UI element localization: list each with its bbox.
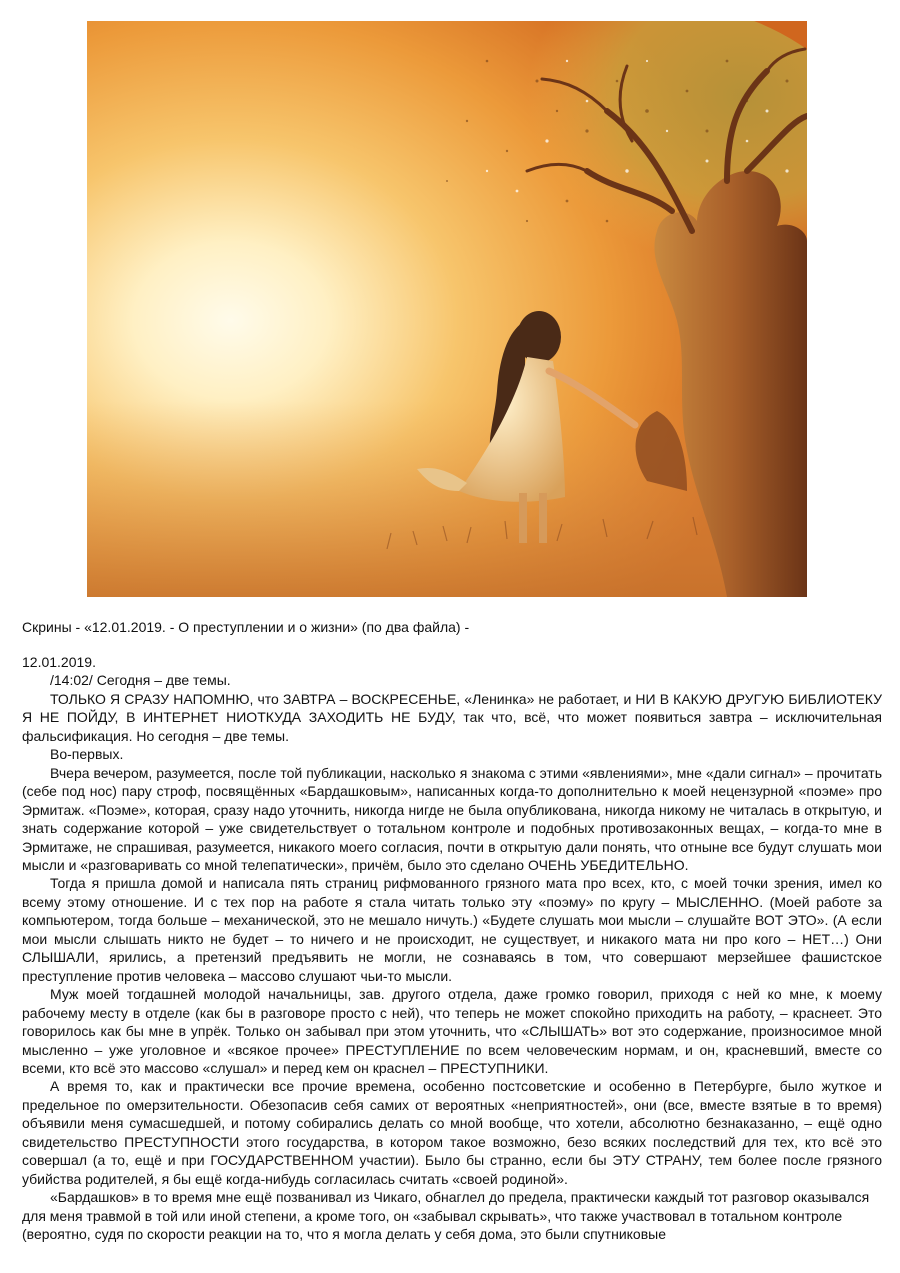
image-caption: Скрины - «12.01.2019. - О преступлении и о жизни» (по два файла) - [22,619,470,635]
article-body [22,653,882,1244]
illustration [87,21,807,597]
paragraph: Во-первых. [50,746,124,763]
paragraph: Вчера вечером, разумеется, после той публикации, насколько я знакома с этими «явлениями», мне «дали сигнал» – прочитать (себе под нос) пару строф, посвящённых «Бардашковым», написанных когда-то дополнительно к моей нецензурной «поэме» про Эрмитаж. «Поэме», которая, сразу надо уточнить, никогда нигде не была опубликована, никогда никому не читалась в открытую, и знать содержание которой – уже свидетельствует о тотальном контроле и подобных противозаконных вещах, – когда-то мне в Эрмитаже, не спрашивая, разумеется, никакого моего согласия, почти в открытую дали понять, что отныне все будут слушать мои мысли и «разговаривать со мной телепатически», причём, было это сделано ОЧЕНЬ УБЕДИТЕЛЬНО. [22,764,882,873]
paragraph: Муж моей тогдашней молодой начальницы, зав. другого отдела, даже громко говорил, приходя с ней ко мне, к моему рабочему месту в отделе (как бы в разговоре просто с ней), что теперь не может спокойно приходить на работу, – краснеет. Это говорилось как бы мне в упрёк. Только он забывал при этом уточнить, что «СЛЫШАТЬ» вот это содержание, произносимое мной мысленно – уже уголовное и «всякое прочее» ПРЕСТУПЛЕНИЕ по всем человеческим нормам, и он, красневший, вместе со всеми, кто всё это массово «слушал» и перед кем он краснел – ПРЕСТУПНИКИ. [22,986,882,1076]
paragraph: ТОЛЬКО Я СРАЗУ НАПОМНЮ, что ЗАВТРА – ВОСКРЕСЕНЬЕ, «Ленинка» не работает, и НИ В КАКУЮ ДРУГУЮ БИБЛИОТЕКУ Я НЕ ПОЙДУ, В ИНТЕРНЕТ НИОТКУДА ЗАХОДИТЬ НЕ БУДУ, так что, всё, что может появиться завтра – исключительная фальсификация. Но сегодня – две темы. [22,690,882,744]
paragraph: «Бардашков» в то время мне ещё позванивал из Чикаго, обнаглел до предела, практически каждый тот разговор оказывался для меня травмой в той или иной степени, а кроме того, он «забывал скрывать», что также участвовал в тотальном контроле (вероятно, судя по скорости реакции на то, что я могла делать у себя дома, это были спутниковые [22,1189,870,1243]
girl-and-tree-painting-icon [87,21,807,597]
paragraph: А время то, как и практически все прочие времена, особенно постсоветские и особенно в Петербурге, было жуткое и предельное по омерзительности. Обезопасив себя самих от вероятных «неприятностей», они (все, вместе взятые в то время) объявили меня сумасшедшей, и потому собирались делать со мной вообще, что хотели, абсолютно безнаказанно, – ещё одно свидетельство ПРЕСТУПНОСТИ этого государства, в котором такое возможно, безо всяких последствий для тех, кто всё это совершал (а то, ещё и при ГОСУДАРСТВЕННОМ участии). Было бы странно, если бы ЭТУ СТРАНУ, тем более после грязного убийства родителей, я бы ещё когда-нибудь согласилась считать «своей родиной». [22,1078,882,1187]
paragraph: Тогда я пришла домой и написала пять страниц рифмованного грязного мата про всех, кто, с моей точки зрения, имел ко всему этому отношение. И с тех пор на работе я стала читать только эту «поэму» по кругу – МЫСЛЕННО. (Моей работе за компьютером, тогда больше – механической, это не мешало ничуть.) «Будете слушать мои мысли – слушайте ВОТ ЭТО». (А если мои мысли слышать никто не будет – то ничего и не происходит, не существует, и никакого мата ни про кого – НЕТ…) Они СЛЫШАЛИ, ярились, а претензий предъявить не могли, не сознаваясь в том, что совершают мерзейшее фашистское преступление против человека – массово слушают чьи-то мысли. [22,875,882,984]
article-date: 12.01.2019. [22,654,96,670]
paragraph: /14:02/ Сегодня – две темы. [50,672,231,689]
